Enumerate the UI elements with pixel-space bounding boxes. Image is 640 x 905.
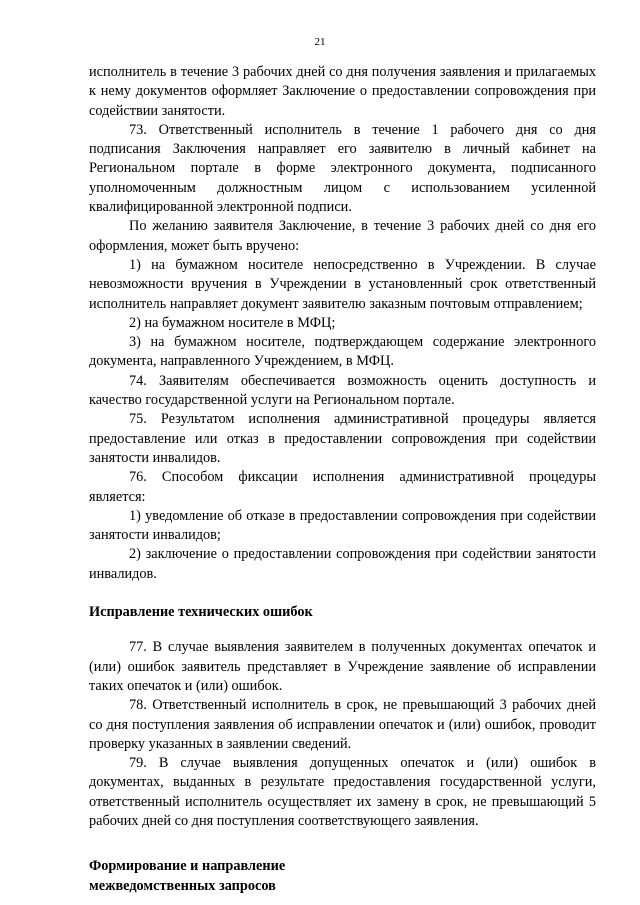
paragraph: 74. Заявителям обеспечивается возможность оценить доступность и качество государственной услуги на Региональном портале. bbox=[89, 372, 596, 409]
section-spacer bbox=[89, 584, 596, 603]
paragraph: исполнитель в течение 3 рабочих дней со дня получения заявления и прилагаемых к нему документов оформляет Заключение о предоставлении сопровождения при содействии занятости. bbox=[89, 64, 596, 119]
paragraph: 77. В случае выявления заявителем в полученных документах опечаток и (или) ошибок заявитель представляет в Учреждение заявление об исправлении таких опечаток и (или) ошибок. bbox=[89, 639, 596, 694]
section-heading: Формирование и направление bbox=[89, 858, 286, 875]
paragraph: 76. Способом фиксации исполнения административной процедуры является: bbox=[89, 469, 596, 505]
paragraph: 73. Ответственный исполнитель в течение 1 рабочего дня со дня подписания Заключения направляет его заявителю в личный кабинет на Региональном портале в форме электронного документа, подписанного уполномоченным должностным лицом с использованием усиленной квалифицированной электронной подписи. bbox=[89, 121, 596, 216]
section-heading: межведомственных запросов bbox=[89, 877, 276, 894]
paragraph: 1) уведомление об отказе в предоставлении сопровождения при содействии занятости инвалидов; bbox=[89, 507, 596, 544]
paragraph: 2) заключение о предоставлении сопровождения при содействии занятости инвалидов. bbox=[89, 546, 596, 582]
section-spacer bbox=[89, 622, 596, 638]
paragraph: 79. В случае выявления допущенных опечаток и (или) ошибок в документах, выданных в результате предоставления государственной услуги, ответственный исполнитель осуществляет их замену в срок, не превышающий 5 рабочих дней со дня поступления соответствующего заявления. bbox=[89, 755, 596, 829]
paragraph: 75. Результатом исполнения административной процедуры является предоставление или отказ в предоставлении сопровождения при содействии занятости инвалидов. bbox=[89, 411, 596, 466]
paragraph: 1) на бумажном носителе непосредственно в Учреждении. В случае невозможности вручения в Учреждении в установленный срок ответственный исполнитель направляет документ заявителю заказным почтовым отправлением; bbox=[89, 256, 596, 312]
section-spacer bbox=[89, 831, 596, 857]
document-body bbox=[89, 63, 596, 896]
page-number: 21 bbox=[314, 36, 326, 48]
section-heading: Исправление технических ошибок bbox=[89, 604, 313, 621]
paragraph: 78. Ответственный исполнитель в срок, не превышающий 3 рабочих дней со дня поступления заявления об исправлении опечаток и (или) ошибок, проводит проверку указанных в заявлении сведений. bbox=[89, 697, 596, 752]
paragraph: 3) на бумажном носителе, подтверждающем содержание электронного документа, направленного Учреждением, в МФЦ. bbox=[89, 334, 596, 370]
paragraph: По желанию заявителя Заключение, в течение 3 рабочих дней со дня его оформления, может быть вручено: bbox=[89, 218, 596, 254]
paragraph: 2) на бумажном носителе в МФЦ; bbox=[129, 314, 336, 331]
